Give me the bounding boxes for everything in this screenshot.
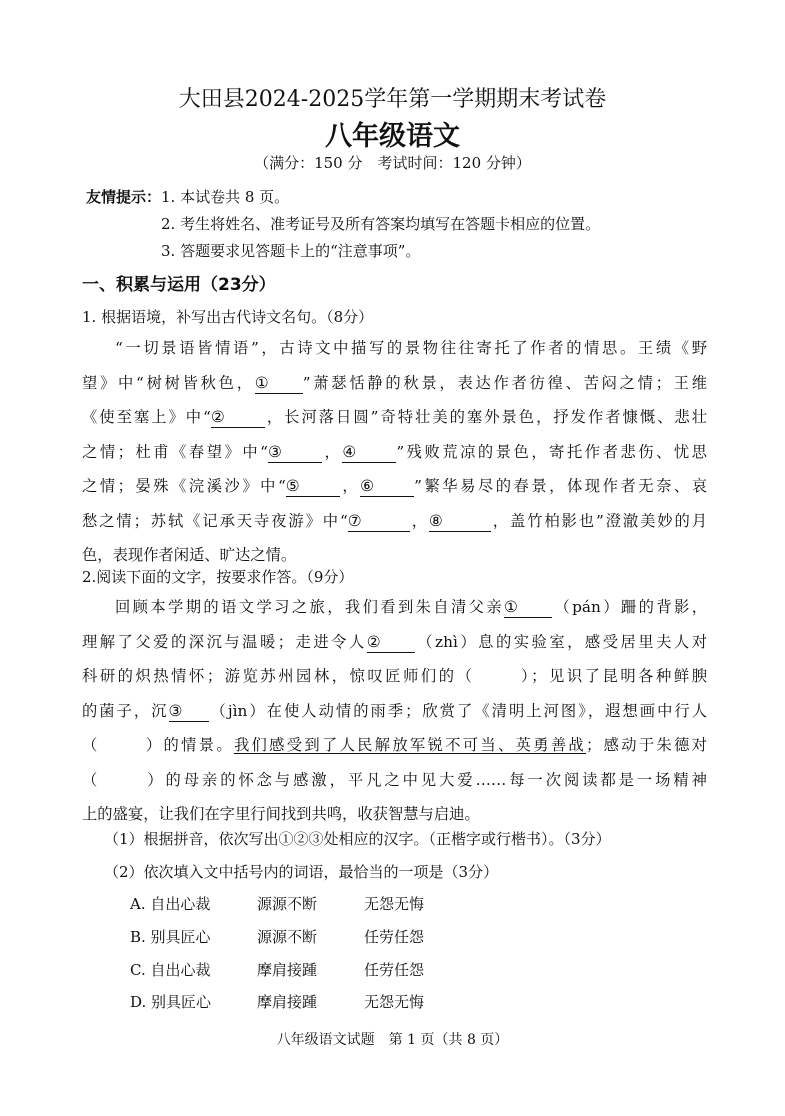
tip-item: 1. 本试卷共 8 页。 bbox=[161, 188, 290, 206]
tips-block bbox=[86, 184, 600, 265]
passage-line: 色，表现作者闲适、旷达之情。 bbox=[82, 546, 297, 564]
tip-item: 2. 考生将姓名、准考证号及所有答案均填写在答题卡相应的位置。 bbox=[161, 215, 601, 233]
sub-question-1: （1）根据拼音，依次写出①②③处相应的汉字。（正楷字或行楷书）。（3分） bbox=[104, 830, 611, 848]
answer-blank[interactable]: ⑥ bbox=[360, 476, 414, 497]
passage-line: （ ）的情景。我们感受到了人民解放军锐不可当、英勇善战；感动于朱德对 bbox=[82, 736, 707, 754]
question-1-title: 1. 根据语境，补写出古代诗文名句。（8分） bbox=[82, 308, 374, 326]
answer-blank[interactable]: ⑦ bbox=[348, 511, 410, 532]
answer-blank[interactable]: ③ bbox=[169, 701, 209, 722]
passage-line: 的菌子，沉③ （jìn）在使人动情的雨季；欣赏了《清明上河图》，遐想画中行人 bbox=[82, 701, 707, 720]
option-b[interactable]: B. 别具匠心 源源不断 任劳任怨 bbox=[130, 928, 425, 946]
answer-blank[interactable]: ⑧ bbox=[429, 511, 491, 532]
tip-item: 3. 答题要求见答题卡上的“注意事项”。 bbox=[161, 242, 421, 260]
option-d[interactable]: D. 别具匠心 摩肩接踵 无怨无悔 bbox=[130, 993, 425, 1011]
tips-label: 友情提示： bbox=[86, 188, 162, 206]
exam-info: （满分：150 分 考试时间：120 分钟） bbox=[254, 154, 531, 172]
exam-title: 大田县2024-2025学年第一学期期末考试卷 bbox=[178, 87, 607, 112]
passage-line: 《使至塞上》中“② ，长河落日圆”奇特壮美的塞外景色，抒发作者慷慨、悲壮 bbox=[82, 408, 707, 426]
answer-blank[interactable]: ① bbox=[255, 373, 303, 394]
subject-title: 八年级语文 bbox=[325, 121, 460, 152]
answer-blank[interactable]: ① bbox=[504, 597, 552, 618]
answer-blank[interactable]: ⑤ bbox=[286, 476, 340, 497]
answer-blank[interactable]: ② bbox=[211, 407, 265, 428]
question-1-passage bbox=[82, 331, 707, 573]
page-footer: 八年级语文试题 第 1 页（共 8 页） bbox=[276, 1032, 509, 1048]
passage-line: 科研的炽热情怀；游览苏州园林，惊叹匠师们的（ ）；见识了昆明各种鲜腴 bbox=[82, 667, 707, 685]
underlined-sentence: 我们感受到了人民解放军锐不可当、英勇善战 bbox=[233, 736, 587, 754]
passage-line: 上的盛宴，让我们在字里行间找到共鸣，收获智慧与启迪。 bbox=[82, 805, 480, 823]
section-heading: 一、积累与运用（23分） bbox=[82, 275, 276, 295]
option-c[interactable]: C. 自出心裁 摩肩接踵 任劳任怨 bbox=[130, 961, 425, 979]
answer-blank[interactable]: ④ bbox=[342, 442, 396, 463]
passage-line: 之情；杜甫《春望》中“③ ，④ ”残败荒凉的景色，寄托作者悲伤、忧思 bbox=[82, 442, 707, 461]
passage-line: （ ）的母亲的怀念与感激，平凡之中见大爱……每一次阅读都是一场精神 bbox=[82, 770, 707, 789]
sub-question-2: （2）依次填入文中括号内的词语，最恰当的一项是（3分） bbox=[104, 863, 499, 881]
question-2-passage bbox=[82, 590, 707, 832]
passage-line: “一切景语皆情语”，古诗文中描写的景物往往寄托了作者的情思。王绩《野 bbox=[115, 339, 707, 357]
answer-blank[interactable]: ③ bbox=[268, 442, 322, 463]
answer-blank[interactable]: ② bbox=[367, 632, 415, 653]
option-a[interactable]: A. 自出心裁 源源不断 无怨无悔 bbox=[130, 895, 425, 913]
passage-line: 愁之情；苏轼《记承天寺夜游》中“⑦ ，⑧ ，盖竹柏影也”澄澈美妙的月 bbox=[82, 511, 707, 530]
passage-line: 望》中“树树皆秋色，① ”萧瑟恬静的秋景，表达作者彷徨、苦闷之情；王维 bbox=[82, 373, 707, 392]
passage-line: 回顾本学期的语文学习之旅，我们看到朱自清父亲① （pán）跚的背影， bbox=[115, 598, 707, 616]
passage-line: 理解了父爱的深沉与温暖；走进令人② （zhì）息的实验室，感受居里夫人对 bbox=[82, 632, 707, 651]
passage-line: 之情；晏殊《浣溪沙》中“⑤ ，⑥ ”繁华易尽的春景，体现作者无奈、哀 bbox=[82, 477, 707, 495]
question-2-title: 2.阅读下面的文字，按要求作答。（9分） bbox=[82, 568, 354, 586]
